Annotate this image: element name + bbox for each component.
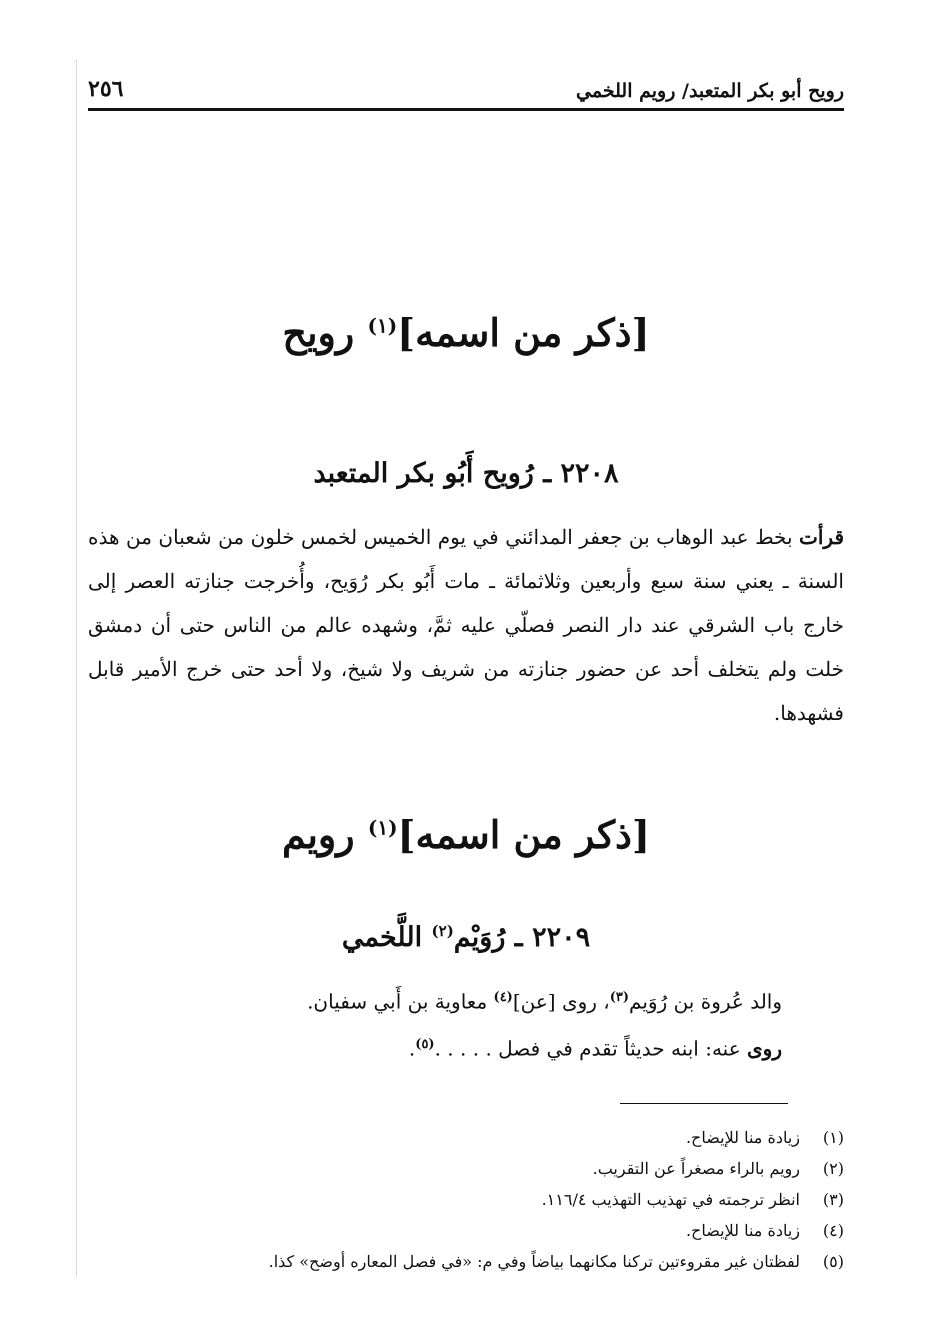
entry-text: والد عُروة بن رُوَيم [629, 989, 782, 1014]
footnote-text: انظر ترجمته في تهذيب التهذيب ١١٦/٤. [541, 1190, 800, 1209]
section-heading-rawih [88, 310, 844, 356]
section-heading-text: [ذكر من اسمه] [397, 310, 650, 355]
running-header [88, 62, 844, 111]
entry-text: معاوية بن أَبي سفيان. [307, 989, 494, 1014]
section-heading-name: رويح [282, 310, 355, 355]
footnote-number: (٥) [822, 1252, 844, 1271]
running-title: رويح أبو بكر المتعبد/ رويم اللخمي [576, 80, 844, 102]
margin-guide-line [76, 60, 77, 1275]
entry-heading-2208: ٢٢٠٨ ـ رُويح أَبُو بكر المتعبد [313, 458, 619, 489]
entry-line-father [88, 983, 782, 1017]
footnote-ref: (٢) [431, 922, 454, 940]
entry-heading-number: ٢٢٠٩ ـ رُوَيْم [453, 922, 591, 953]
entry-heading-2209 [88, 922, 844, 953]
footnote-ref: (٣) [609, 990, 630, 1005]
footnote-number: (٣) [822, 1190, 844, 1209]
section-heading-ruwaym [88, 812, 844, 858]
footnote-item [100, 1184, 844, 1215]
footnote-text: رويم بالراء مصغراً عن التقريب. [592, 1159, 800, 1178]
footnote-ref: (٥) [415, 1037, 435, 1052]
footnote-item [100, 1153, 844, 1184]
footnote-ref: (٤) [493, 990, 513, 1005]
entry-text: عنه: ابنه حديثاً تقدم في فصل . . . . . [434, 1036, 748, 1061]
entry-lead-word: روى [747, 1036, 782, 1061]
footnote-number: (٤) [822, 1221, 844, 1240]
entry-line-narrated [88, 1030, 782, 1064]
entry-text: بخط عبد الوهاب بن جعفر المدائني في يوم الخميس لخمس خلون من شعبان من هذه السنة ـ يعني سنة سبع وأربعين وثلاثمائة ـ مات أَبُو بكر رُوَيح، وأُخرجت جنازته العصر إلى خارج باب الشرقي عند دار النصر فصلّي عليه ثمَّ، وشهده عالم من الناس حتى أن دمشق خلت ولم يتخلف أحد عن حضور جنازته من شريف ولا شيخ، ولا أحد حتى خرج الأمير قابل فشهدها. [88, 525, 844, 725]
entry-text: . [408, 1036, 416, 1061]
footnote-number: (٢) [822, 1159, 844, 1178]
footnote-text: زيادة منا للإيضاح. [685, 1221, 800, 1240]
footnote-number: (١) [822, 1128, 844, 1147]
footnote-item [100, 1215, 844, 1246]
footnote-item [100, 1122, 844, 1153]
section-heading-name: رويم [282, 812, 355, 857]
entry-heading-name: اللَّخمي [341, 922, 423, 953]
footnotes [100, 1122, 844, 1277]
entry-lead-word: قرأت [799, 525, 845, 549]
entry-body-2208 [88, 515, 844, 735]
footnote-divider [620, 1103, 788, 1104]
footnote-text: زيادة منا للإيضاح. [685, 1128, 800, 1147]
footnote-text: لفظتان غير مقروءتين تركنا مكانهما بياضاً وفي م: «في فصل المعاره أوضح» كذا. [268, 1252, 800, 1271]
page-number: ٢٥٦ [88, 76, 124, 102]
footnote-ref: (١) [367, 313, 398, 338]
section-heading-text: [ذكر من اسمه] [397, 812, 650, 857]
footnote-ref: (١) [367, 815, 398, 840]
entry-text: ، روى [عن] [512, 989, 610, 1014]
footnote-item [100, 1246, 844, 1277]
